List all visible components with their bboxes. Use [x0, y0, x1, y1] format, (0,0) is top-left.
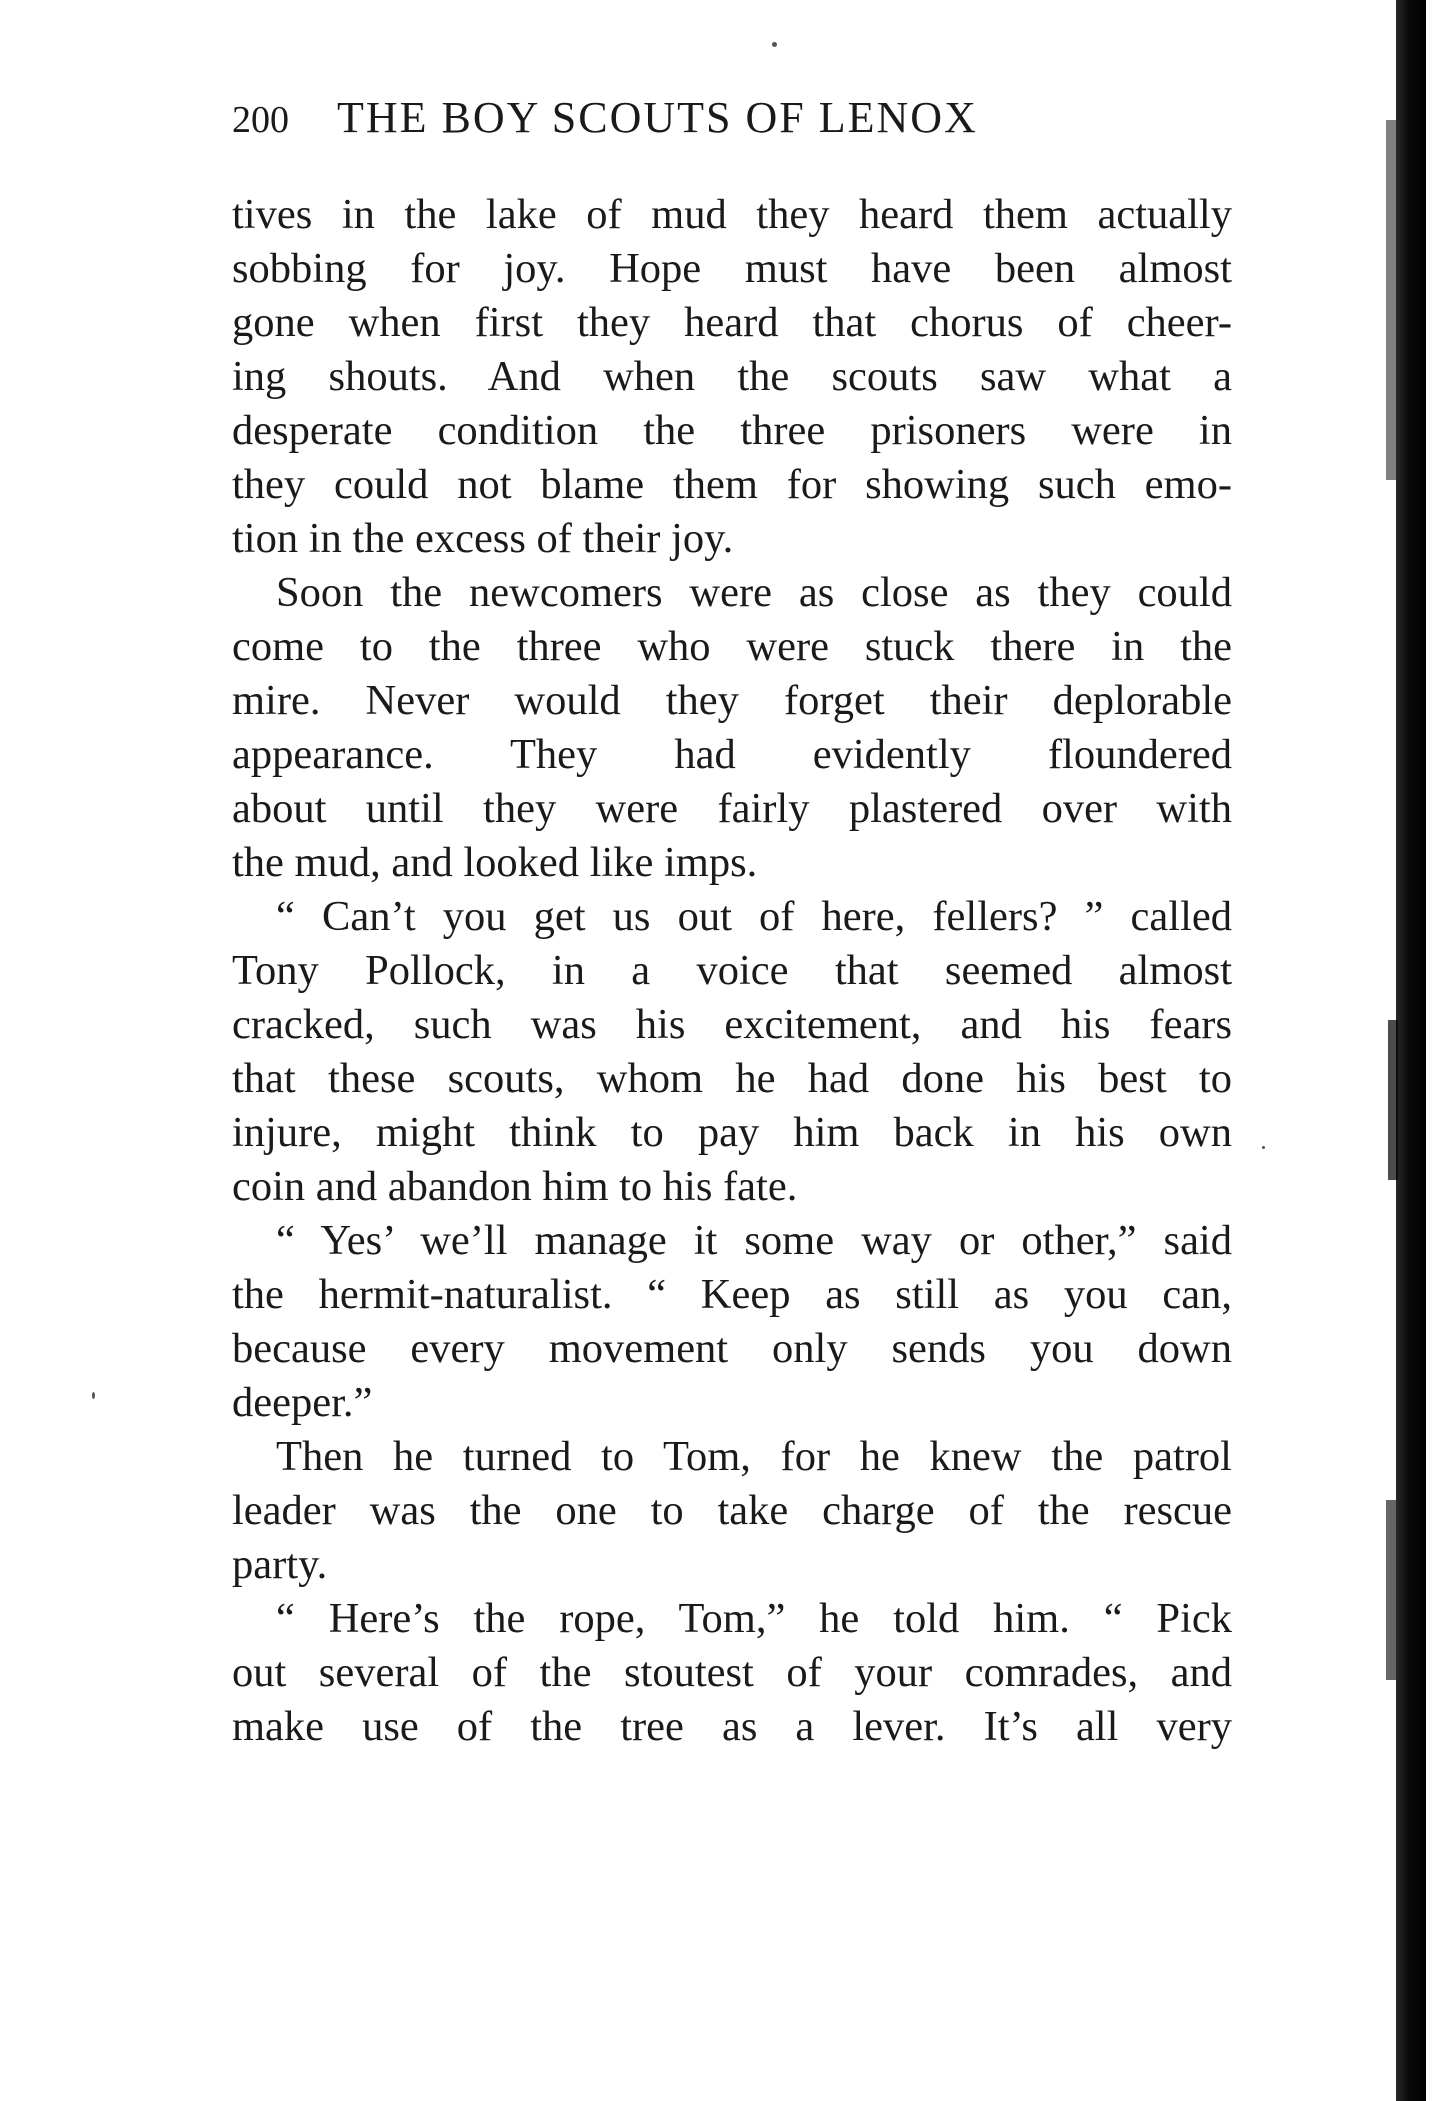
text-line: tives in the lake of mud they heard them actually	[232, 191, 1232, 238]
text-line: Tony Pollock, in a voice that seemed almost	[232, 947, 1232, 994]
scan-speck	[1262, 1146, 1265, 1149]
book-title: THE BOY SCOUTS OF LENOX	[337, 93, 978, 142]
text-line: they could not blame them for showing such emo-	[232, 461, 1232, 508]
text-line: deeper.”	[232, 1379, 373, 1426]
text-line: cracked, such was his excitement, and his fears	[232, 1001, 1232, 1048]
text-line: Then he turned to Tom, for he knew the patrol	[276, 1433, 1232, 1480]
scan-edge-shadow	[1386, 1500, 1396, 1680]
scan-page-edge	[1396, 0, 1426, 2101]
text-line: mire. Never would they forget their deplorable	[232, 677, 1232, 724]
text-line: make use of the tree as a lever. It’s all very	[232, 1703, 1232, 1750]
text-line: come to the three who were stuck there in the	[232, 623, 1232, 670]
scan-speck	[92, 1392, 95, 1399]
page-number: 200	[232, 99, 289, 141]
scan-edge-shadow	[1386, 120, 1396, 480]
text-line: that these scouts, whom he had done his best to	[232, 1055, 1232, 1102]
scan-edge-shadow	[1388, 1020, 1398, 1180]
text-line: sobbing for joy. Hope must have been almost	[232, 245, 1232, 292]
text-line: Soon the newcomers were as close as they could	[276, 569, 1232, 616]
text-line: party.	[232, 1541, 328, 1588]
text-line: tion in the excess of their joy.	[232, 515, 734, 562]
text-line: “ Here’s the rope, Tom,” he told him. “ Pick	[276, 1595, 1232, 1642]
text-line: about until they were fairly plastered over with	[232, 785, 1232, 832]
running-head	[232, 92, 978, 143]
text-line: ing shouts. And when the scouts saw what a	[232, 353, 1232, 400]
scan-speck	[772, 42, 777, 47]
text-line: desperate condition the three prisoners were in	[232, 407, 1232, 454]
text-line: leader was the one to take charge of the rescue	[232, 1487, 1232, 1534]
text-line: the mud, and looked like imps.	[232, 839, 758, 886]
text-line: coin and abandon him to his fate.	[232, 1163, 798, 1210]
text-line: out several of the stoutest of your comrades, and	[232, 1649, 1232, 1696]
text-line: “ Yes’ we’ll manage it some way or other,” said	[276, 1217, 1232, 1264]
text-line: the hermit-naturalist. “ Keep as still as you can,	[232, 1271, 1232, 1318]
text-line: “ Can’t you get us out of here, fellers? ” called	[276, 893, 1232, 940]
text-line: injure, might think to pay him back in his own	[232, 1109, 1232, 1156]
text-line: gone when first they heard that chorus of cheer-	[232, 299, 1232, 346]
text-line: because every movement only sends you down	[232, 1325, 1232, 1372]
text-line: appearance. They had evidently floundered	[232, 731, 1232, 778]
